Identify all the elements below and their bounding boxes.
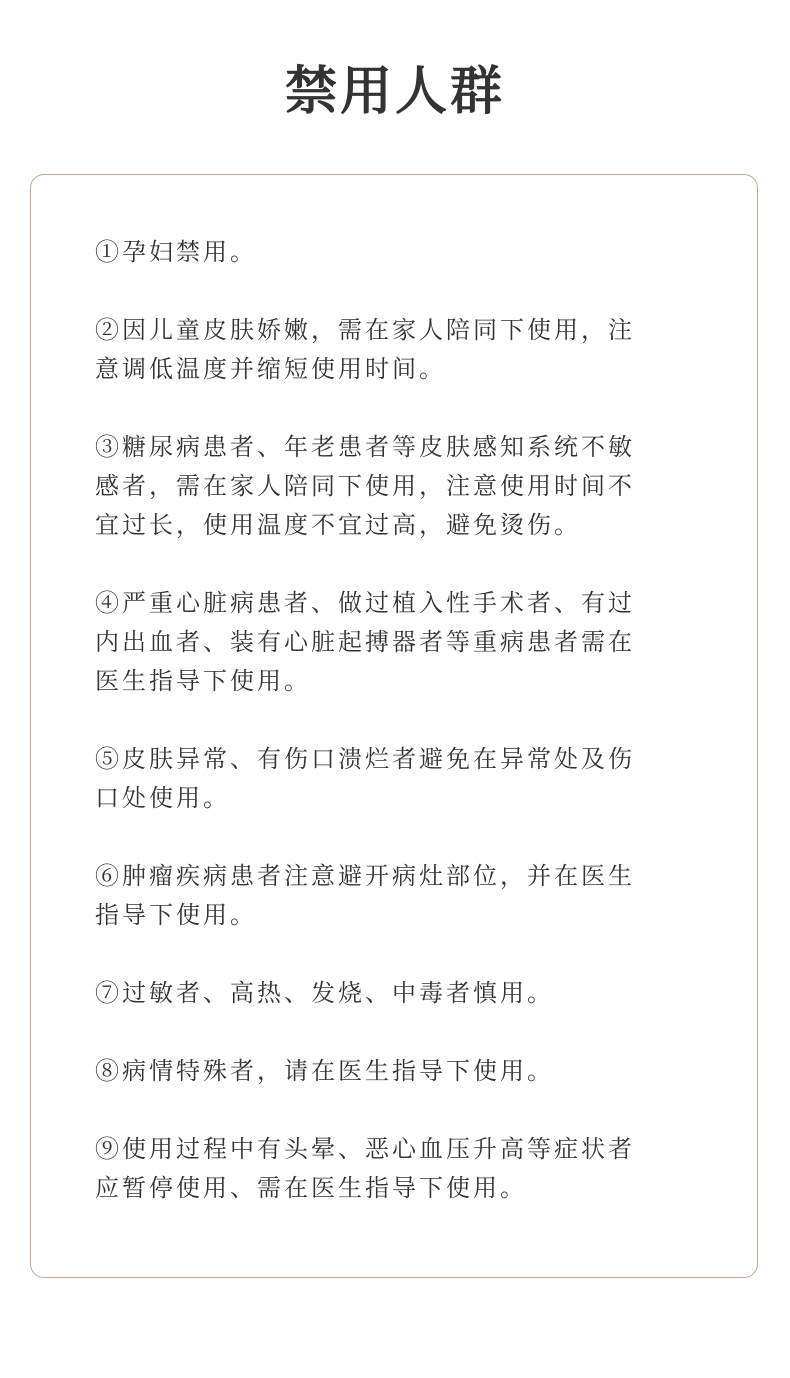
page-title: 禁用人群 bbox=[284, 61, 505, 122]
list-item: ⑥肿瘤疾病患者注意避开病灶部位，并在医生指导下使用。 bbox=[95, 862, 635, 929]
list-item: ①孕妇禁用。 bbox=[95, 238, 257, 266]
list-item: ⑦过敏者、高热、发烧、中毒者慎用。 bbox=[95, 979, 554, 1007]
list-item: ⑧病情特殊者，请在医生指导下使用。 bbox=[95, 1057, 554, 1085]
list-item: ③糖尿病患者、年老患者等皮肤感知系统不敏感者，需在家人陪同下使用，注意使用时间不宜过长，使用温度不宜过高，避免烫伤。 bbox=[95, 433, 635, 539]
contraindications-card bbox=[30, 174, 758, 1278]
contraindications-list bbox=[95, 233, 661, 1208]
list-item: ⑤皮肤异常、有伤口溃烂者避免在异常处及伤口处使用。 bbox=[95, 745, 635, 812]
list-item: ⑨使用过程中有头晕、恶心血压升高等症状者应暂停使用、需在医生指导下使用。 bbox=[95, 1135, 635, 1202]
list-item: ②因儿童皮肤娇嫩，需在家人陪同下使用，注意调低温度并缩短使用时间。 bbox=[95, 316, 635, 383]
list-item: ④严重心脏病患者、做过植入性手术者、有过内出血者、装有心脏起搏器者等重病患者需在医生指导下使用。 bbox=[95, 589, 635, 695]
